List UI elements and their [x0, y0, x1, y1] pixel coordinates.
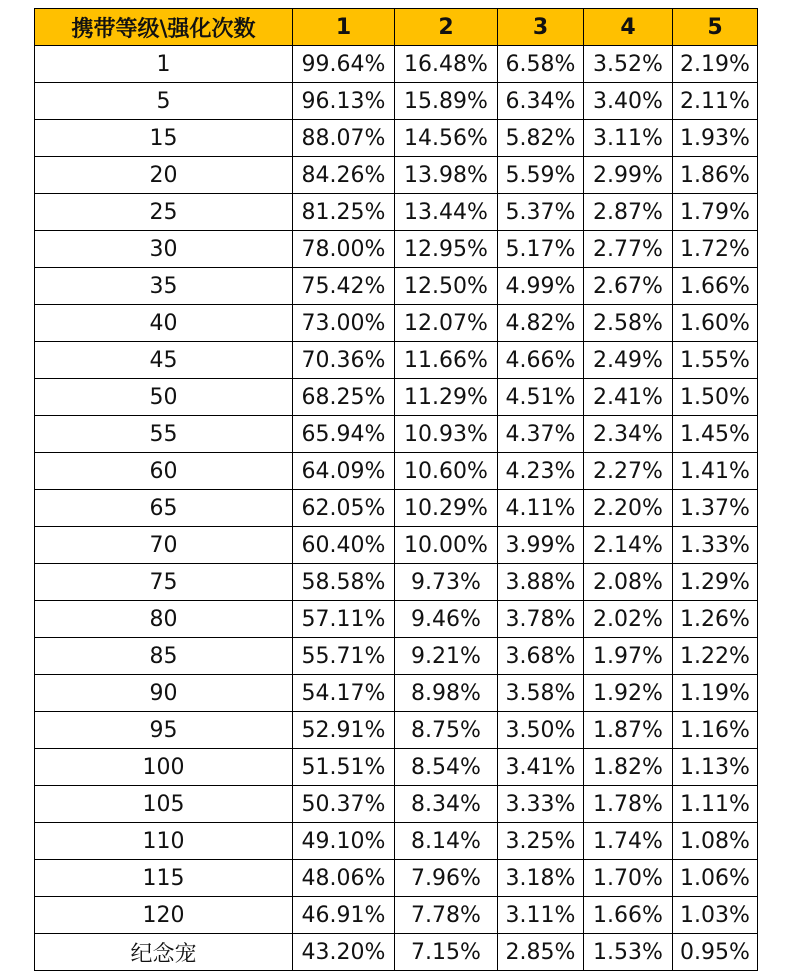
probability-cell: 1.50%	[673, 379, 758, 416]
probability-cell: 1.13%	[673, 749, 758, 786]
probability-cell: 2.77%	[584, 231, 673, 268]
probability-cell: 1.11%	[673, 786, 758, 823]
table-row	[35, 823, 758, 860]
row-level-cell: 30	[35, 231, 293, 268]
probability-cell: 1.72%	[673, 231, 758, 268]
table-row	[35, 860, 758, 897]
probability-cell: 14.56%	[395, 120, 498, 157]
probability-cell: 1.37%	[673, 490, 758, 527]
probability-cell: 96.13%	[293, 83, 395, 120]
probability-cell: 1.60%	[673, 305, 758, 342]
probability-cell: 3.99%	[498, 527, 584, 564]
row-level-cell: 115	[35, 860, 293, 897]
probability-cell: 65.94%	[293, 416, 395, 453]
probability-cell: 43.20%	[293, 934, 395, 971]
row-level-cell: 20	[35, 157, 293, 194]
probability-cell: 2.58%	[584, 305, 673, 342]
probability-cell: 2.11%	[673, 83, 758, 120]
probability-cell: 1.03%	[673, 897, 758, 934]
probability-cell: 4.11%	[498, 490, 584, 527]
probability-cell: 3.18%	[498, 860, 584, 897]
probability-cell: 10.29%	[395, 490, 498, 527]
probability-cell: 3.50%	[498, 712, 584, 749]
row-level-cell: 1	[35, 46, 293, 83]
probability-cell: 1.66%	[584, 897, 673, 934]
probability-cell: 70.36%	[293, 342, 395, 379]
table-row	[35, 786, 758, 823]
probability-cell: 8.14%	[395, 823, 498, 860]
row-level-cell: 55	[35, 416, 293, 453]
row-level-cell: 25	[35, 194, 293, 231]
probability-cell: 7.15%	[395, 934, 498, 971]
probability-cell: 12.50%	[395, 268, 498, 305]
probability-cell: 1.53%	[584, 934, 673, 971]
probability-cell: 1.87%	[584, 712, 673, 749]
table-row	[35, 749, 758, 786]
probability-cell: 1.33%	[673, 527, 758, 564]
probability-cell: 3.41%	[498, 749, 584, 786]
column-header-3: 3	[498, 9, 584, 46]
probability-cell: 58.58%	[293, 564, 395, 601]
probability-cell: 11.66%	[395, 342, 498, 379]
column-header-5: 5	[673, 9, 758, 46]
probability-cell: 3.58%	[498, 675, 584, 712]
probability-cell: 2.14%	[584, 527, 673, 564]
row-level-cell: 70	[35, 527, 293, 564]
probability-cell: 3.88%	[498, 564, 584, 601]
probability-cell: 2.34%	[584, 416, 673, 453]
probability-cell: 3.11%	[498, 897, 584, 934]
probability-cell: 51.51%	[293, 749, 395, 786]
row-level-cell: 100	[35, 749, 293, 786]
probability-cell: 1.78%	[584, 786, 673, 823]
probability-cell: 88.07%	[293, 120, 395, 157]
table-row	[35, 379, 758, 416]
table-row	[35, 305, 758, 342]
probability-cell: 60.40%	[293, 527, 395, 564]
probability-cell: 5.37%	[498, 194, 584, 231]
table-row	[35, 675, 758, 712]
row-level-cell: 95	[35, 712, 293, 749]
probability-cell: 8.75%	[395, 712, 498, 749]
probability-cell: 3.52%	[584, 46, 673, 83]
table-row	[35, 342, 758, 379]
probability-cell: 10.00%	[395, 527, 498, 564]
probability-cell: 15.89%	[395, 83, 498, 120]
probability-cell: 1.22%	[673, 638, 758, 675]
table-row	[35, 564, 758, 601]
probability-cell: 1.79%	[673, 194, 758, 231]
probability-cell: 2.19%	[673, 46, 758, 83]
probability-cell: 1.97%	[584, 638, 673, 675]
probability-cell: 78.00%	[293, 231, 395, 268]
table-row	[35, 416, 758, 453]
probability-cell: 1.66%	[673, 268, 758, 305]
probability-cell: 1.08%	[673, 823, 758, 860]
probability-cell: 2.02%	[584, 601, 673, 638]
table-header	[35, 9, 758, 46]
row-level-cell: 110	[35, 823, 293, 860]
probability-cell: 5.17%	[498, 231, 584, 268]
column-header-1: 1	[293, 9, 395, 46]
probability-cell: 9.21%	[395, 638, 498, 675]
probability-cell: 1.26%	[673, 601, 758, 638]
enhance-probability-table	[34, 8, 758, 971]
table-body	[35, 46, 758, 971]
table-row	[35, 527, 758, 564]
table-row	[35, 712, 758, 749]
row-level-cell: 40	[35, 305, 293, 342]
table-row	[35, 601, 758, 638]
probability-cell: 6.58%	[498, 46, 584, 83]
column-header-2: 2	[395, 9, 498, 46]
table-row	[35, 83, 758, 120]
probability-cell: 52.91%	[293, 712, 395, 749]
table-row	[35, 453, 758, 490]
probability-cell: 6.34%	[498, 83, 584, 120]
probability-cell: 4.37%	[498, 416, 584, 453]
table-row	[35, 490, 758, 527]
probability-cell: 9.46%	[395, 601, 498, 638]
table-row	[35, 268, 758, 305]
probability-cell: 2.85%	[498, 934, 584, 971]
probability-cell: 64.09%	[293, 453, 395, 490]
probability-cell: 10.93%	[395, 416, 498, 453]
row-level-cell: 50	[35, 379, 293, 416]
probability-cell: 13.98%	[395, 157, 498, 194]
probability-cell: 99.64%	[293, 46, 395, 83]
probability-cell: 62.05%	[293, 490, 395, 527]
table-row	[35, 934, 758, 971]
table-row	[35, 120, 758, 157]
row-level-cell: 5	[35, 83, 293, 120]
probability-cell: 2.87%	[584, 194, 673, 231]
probability-cell: 2.27%	[584, 453, 673, 490]
probability-cell: 7.78%	[395, 897, 498, 934]
probability-cell: 4.51%	[498, 379, 584, 416]
row-level-cell: 75	[35, 564, 293, 601]
row-level-cell: 80	[35, 601, 293, 638]
probability-cell: 73.00%	[293, 305, 395, 342]
probability-cell: 4.23%	[498, 453, 584, 490]
probability-cell: 1.74%	[584, 823, 673, 860]
probability-cell: 1.06%	[673, 860, 758, 897]
probability-cell: 4.99%	[498, 268, 584, 305]
probability-cell: 4.66%	[498, 342, 584, 379]
table-row	[35, 638, 758, 675]
probability-cell: 16.48%	[395, 46, 498, 83]
probability-cell: 1.16%	[673, 712, 758, 749]
table-row	[35, 194, 758, 231]
probability-cell: 1.70%	[584, 860, 673, 897]
probability-cell: 50.37%	[293, 786, 395, 823]
probability-cell: 75.42%	[293, 268, 395, 305]
probability-cell: 3.68%	[498, 638, 584, 675]
probability-cell: 8.54%	[395, 749, 498, 786]
probability-cell: 5.82%	[498, 120, 584, 157]
probability-cell: 54.17%	[293, 675, 395, 712]
probability-cell: 3.33%	[498, 786, 584, 823]
probability-cell: 48.06%	[293, 860, 395, 897]
probability-cell: 1.45%	[673, 416, 758, 453]
probability-cell: 57.11%	[293, 601, 395, 638]
probability-cell: 84.26%	[293, 157, 395, 194]
probability-cell: 2.20%	[584, 490, 673, 527]
probability-cell: 1.82%	[584, 749, 673, 786]
table-row	[35, 231, 758, 268]
probability-cell: 2.67%	[584, 268, 673, 305]
probability-cell: 1.93%	[673, 120, 758, 157]
probability-cell: 5.59%	[498, 157, 584, 194]
probability-cell: 1.41%	[673, 453, 758, 490]
table-row	[35, 157, 758, 194]
row-level-cell: 85	[35, 638, 293, 675]
probability-cell: 2.41%	[584, 379, 673, 416]
probability-cell: 13.44%	[395, 194, 498, 231]
probability-cell: 46.91%	[293, 897, 395, 934]
probability-cell: 3.11%	[584, 120, 673, 157]
table-row	[35, 46, 758, 83]
probability-cell: 10.60%	[395, 453, 498, 490]
probability-cell: 1.19%	[673, 675, 758, 712]
row-level-cell: 65	[35, 490, 293, 527]
probability-cell: 8.34%	[395, 786, 498, 823]
probability-cell: 9.73%	[395, 564, 498, 601]
row-level-cell: 105	[35, 786, 293, 823]
column-header-4: 4	[584, 9, 673, 46]
probability-cell: 81.25%	[293, 194, 395, 231]
row-level-cell: 35	[35, 268, 293, 305]
corner-header-cell: 携带等级\强化次数	[35, 9, 293, 46]
probability-cell: 1.86%	[673, 157, 758, 194]
probability-cell: 0.95%	[673, 934, 758, 971]
probability-cell: 1.29%	[673, 564, 758, 601]
header-row	[35, 9, 758, 46]
probability-cell: 8.98%	[395, 675, 498, 712]
row-level-cell: 120	[35, 897, 293, 934]
row-level-cell: 纪念宠	[35, 934, 293, 971]
table-row	[35, 897, 758, 934]
probability-cell: 49.10%	[293, 823, 395, 860]
probability-cell: 3.25%	[498, 823, 584, 860]
row-level-cell: 45	[35, 342, 293, 379]
probability-cell: 3.78%	[498, 601, 584, 638]
probability-cell: 12.95%	[395, 231, 498, 268]
probability-cell: 2.08%	[584, 564, 673, 601]
probability-cell: 3.40%	[584, 83, 673, 120]
row-level-cell: 15	[35, 120, 293, 157]
probability-cell: 2.49%	[584, 342, 673, 379]
probability-cell: 12.07%	[395, 305, 498, 342]
probability-cell: 4.82%	[498, 305, 584, 342]
probability-cell: 55.71%	[293, 638, 395, 675]
probability-cell: 1.92%	[584, 675, 673, 712]
probability-cell: 68.25%	[293, 379, 395, 416]
probability-cell: 11.29%	[395, 379, 498, 416]
row-level-cell: 90	[35, 675, 293, 712]
probability-table-wrapper	[34, 8, 758, 971]
probability-cell: 7.96%	[395, 860, 498, 897]
probability-cell: 2.99%	[584, 157, 673, 194]
row-level-cell: 60	[35, 453, 293, 490]
probability-cell: 1.55%	[673, 342, 758, 379]
